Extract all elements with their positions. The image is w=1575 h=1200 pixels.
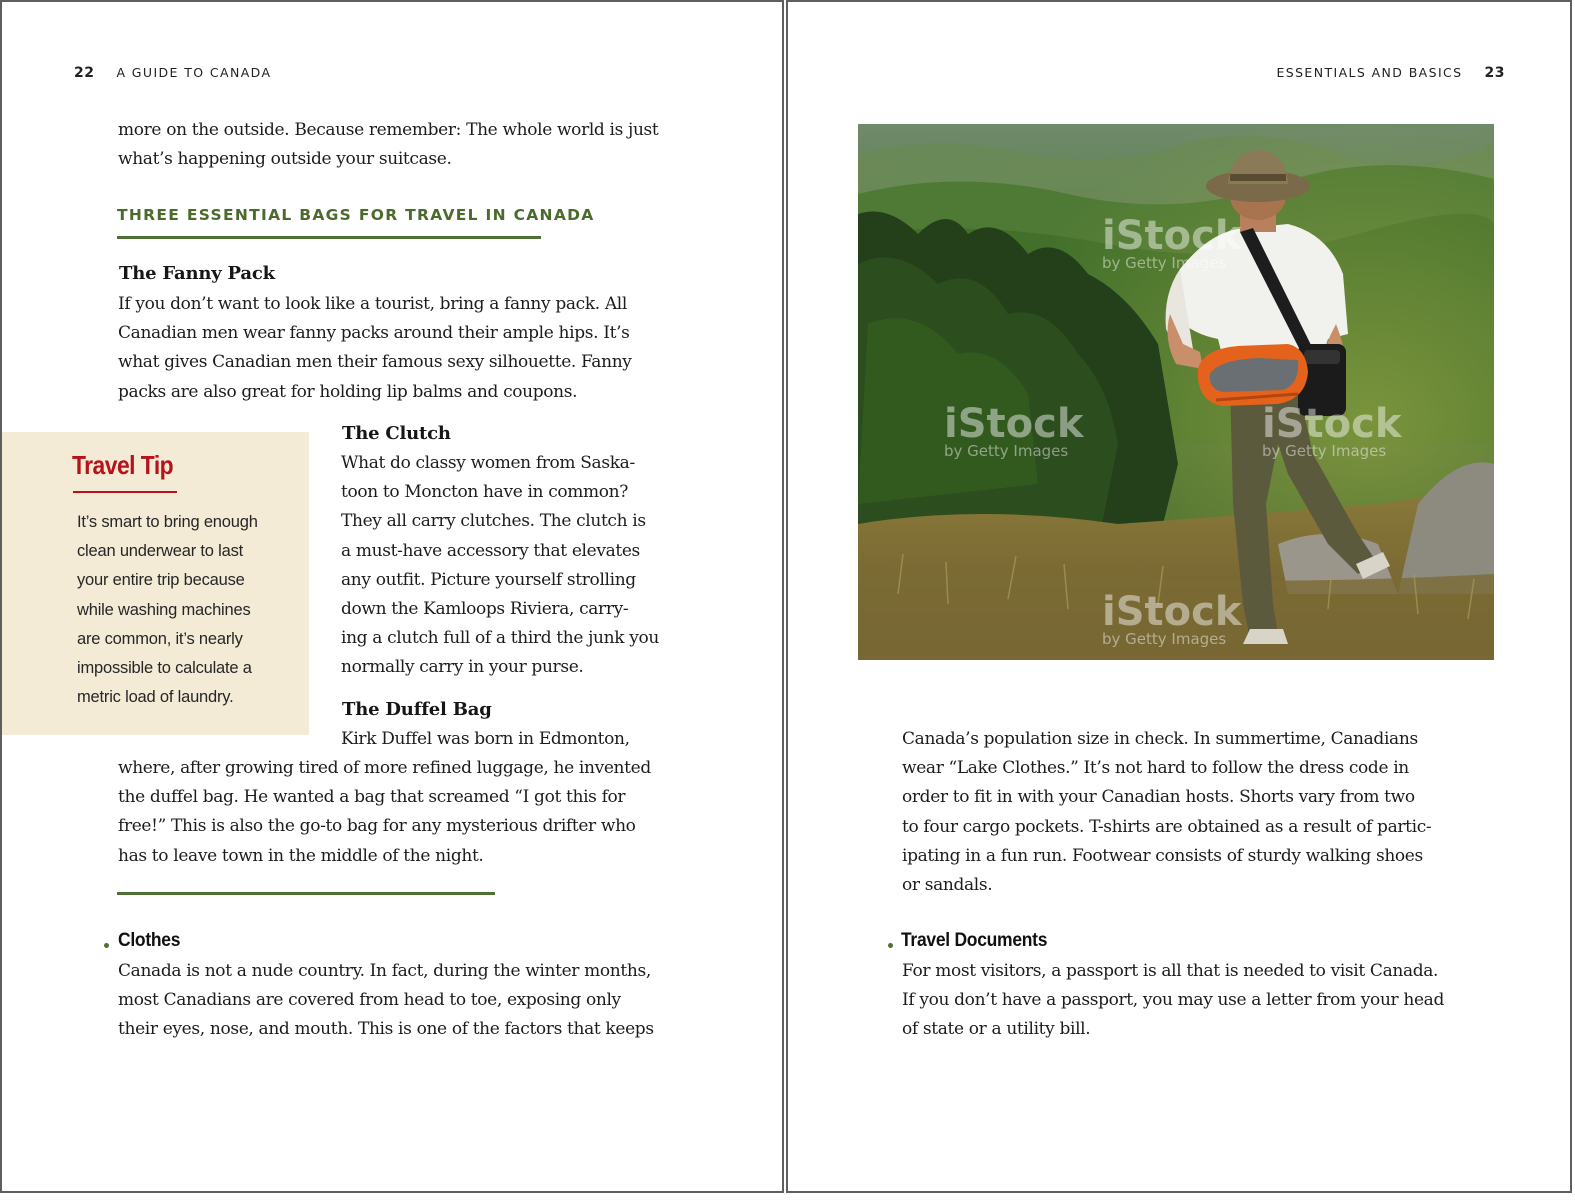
clothes-continued-line: or sandals.: [902, 875, 993, 896]
travel-tip-line: are common, it’s nearly: [77, 629, 243, 648]
clutch-paragraph: [341, 449, 670, 683]
intro-paragraph: [118, 116, 670, 174]
duffel-line: has to leave town in the middle of the night.: [118, 845, 484, 866]
clutch-line: a must-have accessory that elevates: [341, 540, 640, 561]
clutch-line: down the Kamloops Riviera, carry-: [341, 599, 629, 620]
travel-tip-line: clean underwear to last: [77, 542, 243, 561]
clutch-line: normally carry in your purse.: [341, 657, 584, 678]
travel-documents-line: of state or a utility bill.: [902, 1019, 1091, 1040]
istock-watermark: iStock by Getty Images: [1262, 401, 1402, 460]
section-heading: THREE ESSENTIAL BAGS FOR TRAVEL IN CANADA: [117, 206, 595, 224]
fanny-pack-line: If you don’t want to look like a tourist, bring a fanny pack. All: [118, 294, 627, 314]
travel-tip-rule: [73, 491, 177, 493]
left-running-title: A GUIDE TO CANADA: [116, 65, 272, 80]
duffel-line: where, after growing tired of more refined luggage, he invented: [118, 758, 651, 778]
duffel-line: the duffel bag. He wanted a bag that screamed “I got this for: [118, 787, 626, 808]
section-end-rule: [117, 892, 495, 895]
clutch-line: ing a clutch full of a third the junk you: [341, 628, 659, 649]
clothes-continued-line: order to fit in with your Canadian hosts. Shorts vary from two: [902, 787, 1415, 808]
clothes-bullet: [104, 943, 109, 948]
clothes-line: Canada is not a nude country. In fact, during the winter months,: [118, 961, 651, 981]
travel-tip-text: [77, 508, 307, 712]
clothes-continued-line: Canada’s population size in check. In summertime, Canadians: [902, 729, 1418, 749]
duffel-first-line: Kirk Duffel was born in Edmonton,: [341, 729, 630, 749]
clutch-line: any outfit. Picture yourself strolling: [341, 569, 636, 590]
intro-line: what’s happening outside your suitcase.: [118, 149, 452, 170]
travel-tip-line: impossible to calculate a: [77, 659, 252, 678]
clothes-continued-line: wear “Lake Clothes.” It’s not hard to follow the dress code in: [902, 758, 1409, 779]
clothes-title: Clothes: [118, 930, 181, 951]
travel-documents-line: If you don’t have a passport, you may use a letter from your head: [902, 990, 1445, 1011]
fanny-pack-title: The Fanny Pack: [119, 263, 275, 284]
duffel-line: free!” This is also the go-to bag for any mysterious drifter who: [118, 816, 636, 837]
clothes-line: their eyes, nose, and mouth. This is one of the factors that keeps: [118, 1019, 654, 1040]
travel-documents-line: For most visitors, a passport is all that is needed to visit Canada.: [902, 961, 1439, 981]
fanny-pack-line: Canadian men wear fanny packs around their ample hips. It’s: [118, 323, 630, 344]
travel-documents-bullet: [888, 943, 893, 948]
fanny-pack-line: what gives Canadian men their famous sexy silhouette. Fanny: [118, 352, 632, 373]
clutch-line: toon to Moncton have in common?: [341, 482, 629, 503]
travel-tip-line: your entire trip because: [77, 571, 245, 590]
clothes-continued-line: to four cargo pockets. T-shirts are obtained as a result of partic-: [902, 816, 1432, 837]
right-page-number: 23: [1484, 65, 1505, 81]
fanny-pack-line: packs are also great for holding lip balms and coupons.: [118, 381, 578, 402]
duffel-paragraph: [118, 754, 666, 871]
intro-line: more on the outside. Because remember: The whole world is just: [118, 120, 659, 140]
istock-watermark: iStock by Getty Images: [944, 401, 1084, 460]
hiker-photo: [858, 124, 1494, 660]
clutch-title: The Clutch: [342, 423, 451, 444]
fanny-pack-paragraph: [118, 290, 666, 407]
right-running-title: ESSENTIALS AND BASICS: [1276, 65, 1463, 80]
travel-tip-line: metric load of laundry.: [77, 688, 234, 707]
clothes-paragraph: [118, 957, 670, 1045]
clothes-continued-line: ipating in a fun run. Footwear consists of sturdy walking shoes: [902, 845, 1423, 866]
section-heading-rule: [117, 236, 541, 239]
clutch-line: What do classy women from Saska-: [341, 453, 635, 473]
duffel-bag-title: The Duffel Bag: [342, 699, 492, 720]
istock-watermark: iStock by Getty Images: [1102, 589, 1242, 648]
clutch-line: They all carry clutches. The clutch is: [341, 511, 646, 532]
right-running-head: [1276, 65, 1505, 81]
clothes-continued-paragraph: [902, 725, 1454, 900]
travel-tip-line: while washing machines: [77, 600, 251, 619]
clothes-line: most Canadians are covered from head to toe, exposing only: [118, 990, 621, 1011]
travel-tip-line: It’s smart to bring enough: [77, 513, 258, 531]
travel-documents-paragraph: [902, 957, 1454, 1045]
travel-documents-title: Travel Documents: [901, 930, 1048, 951]
left-running-head: [74, 65, 271, 81]
travel-tip-title: Travel Tip: [72, 450, 174, 480]
left-page-number: 22: [74, 65, 95, 81]
istock-watermark: iStock by Getty Images: [1102, 213, 1242, 272]
